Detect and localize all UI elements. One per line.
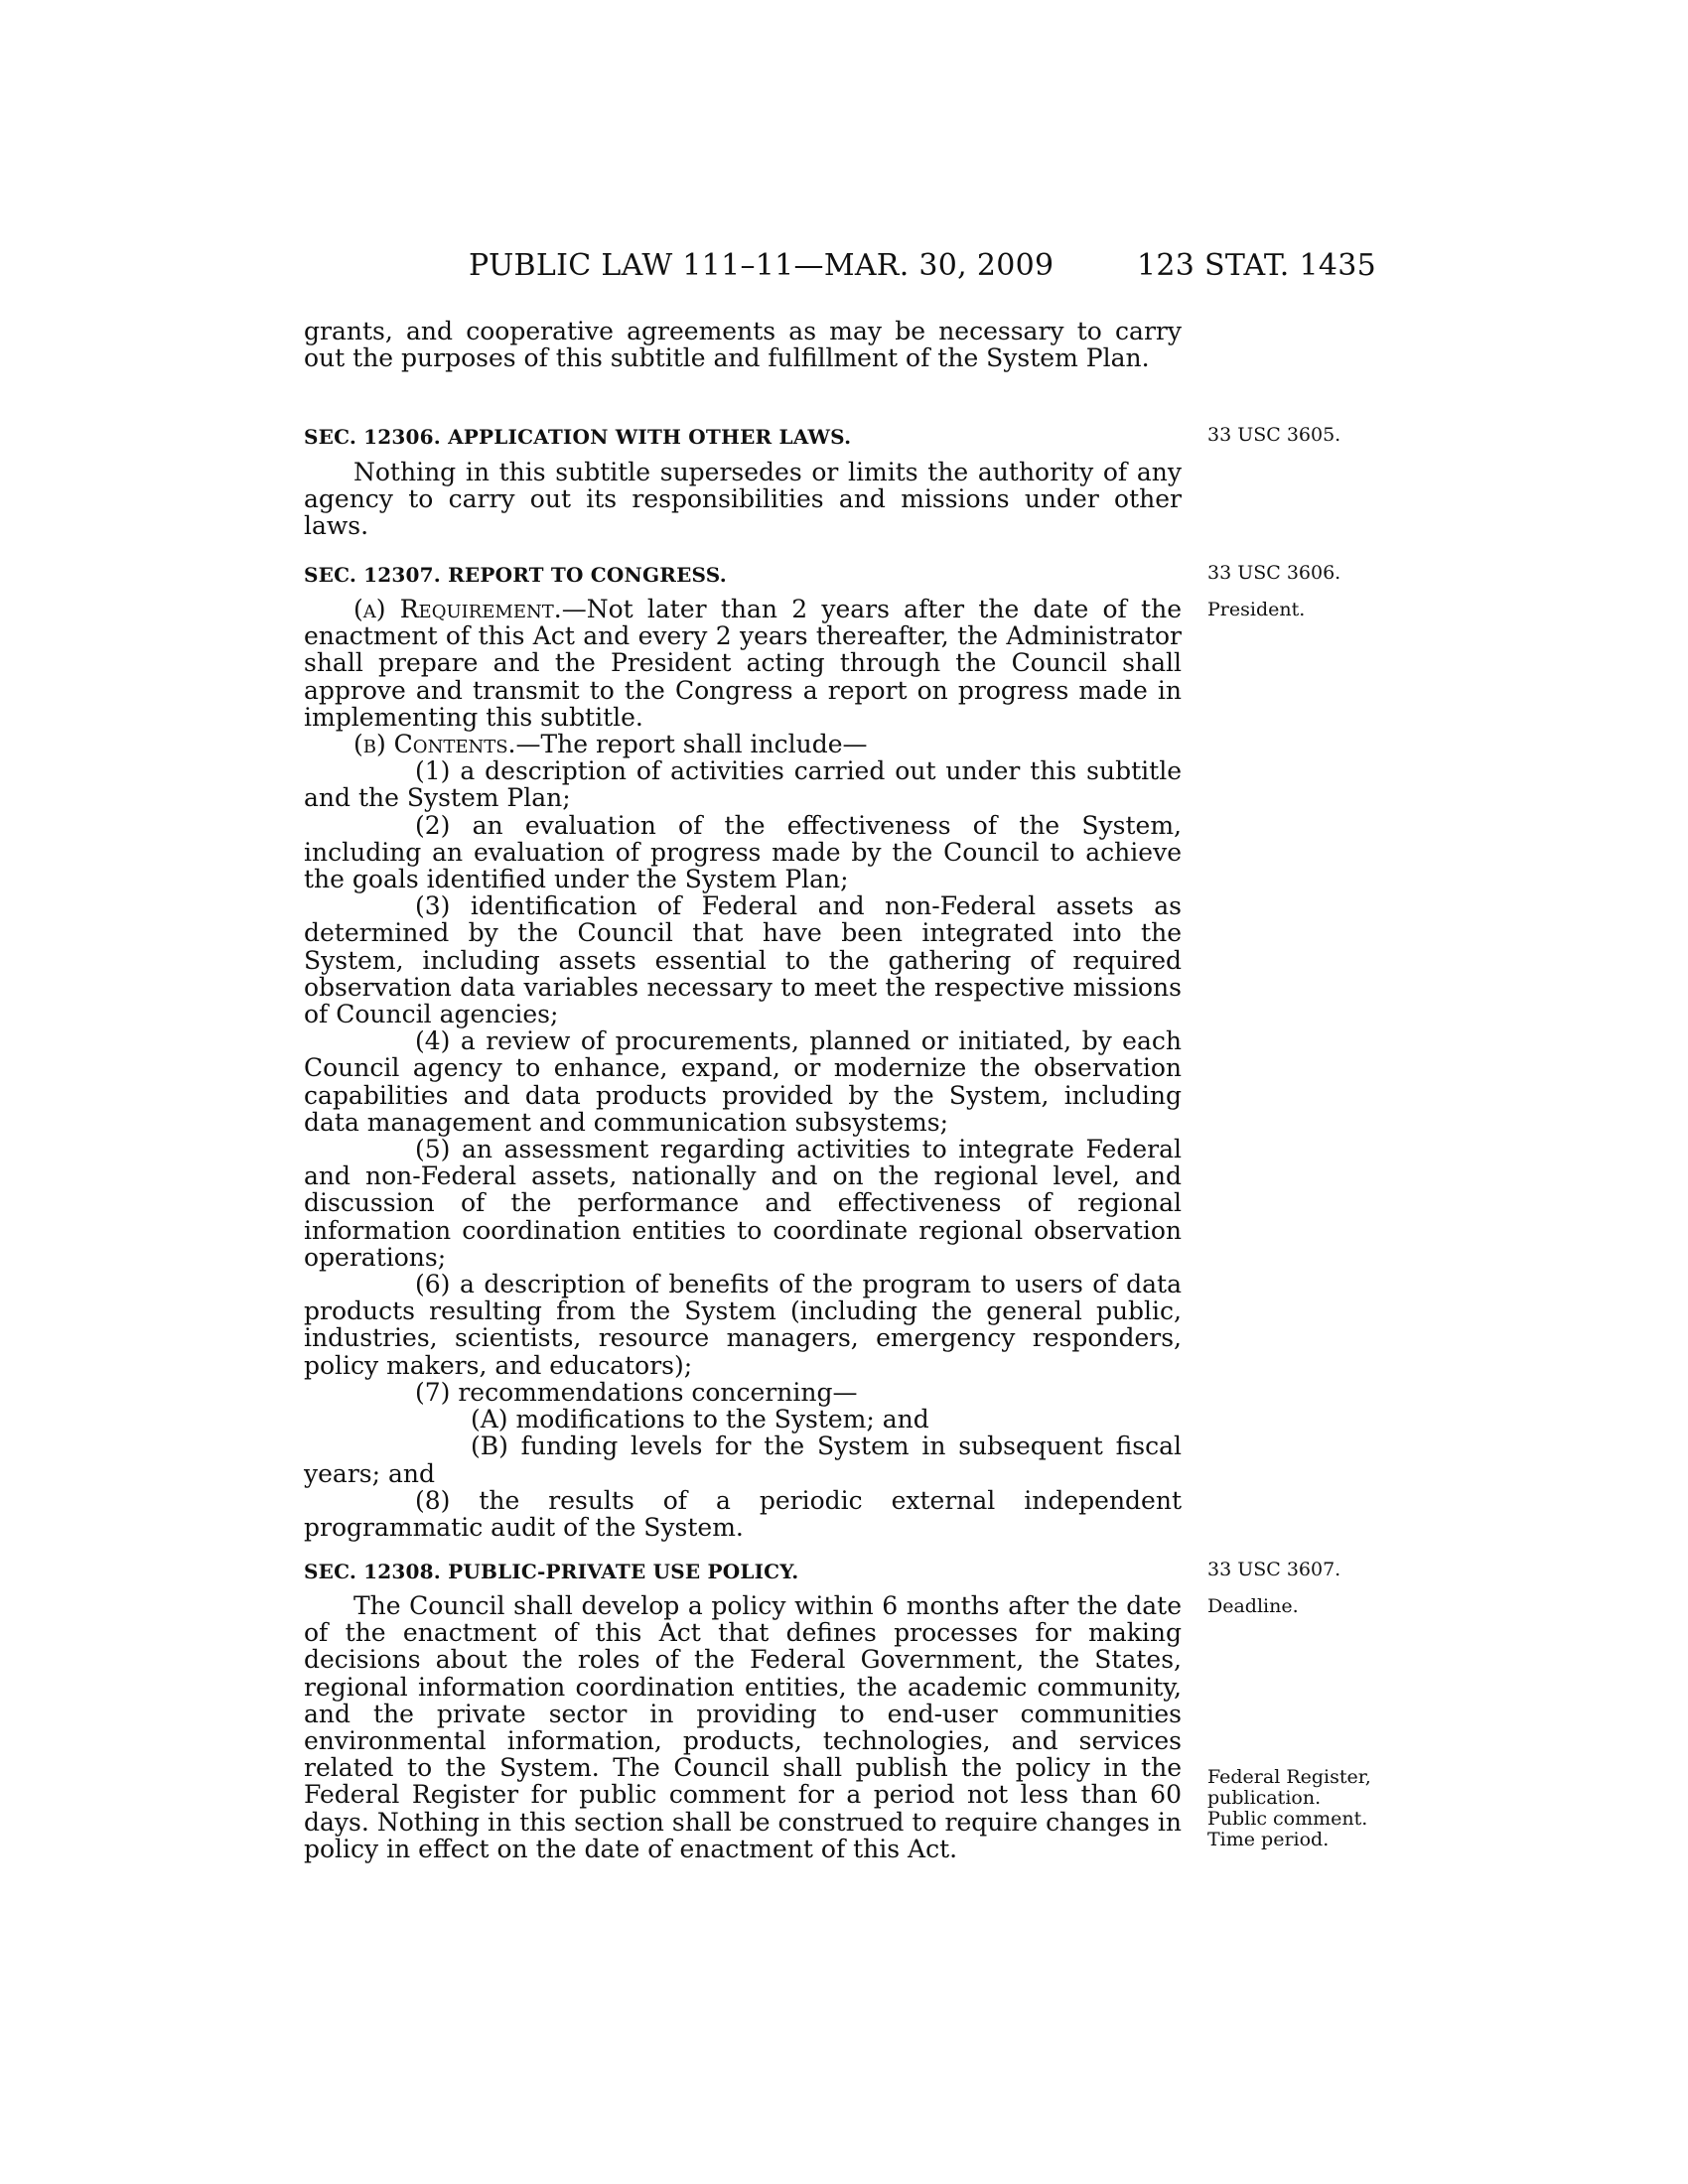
margin-note-line: Public comment. xyxy=(1207,1808,1368,1830)
margin-note-usc-3605: 33 USC 3605. xyxy=(1207,424,1341,446)
subsection-a-text: —Not later than 2 years after the date of the enactment of this Act and every 2 years thereafter, the Administrator shall prepare and the President acting through the Council shall approve and transmit to the Congress a report on progress made in implementing this subtitle. xyxy=(304,595,1182,732)
public-law-title: PUBLIC LAW 111–11—MAR. 30, 2009 xyxy=(469,248,1055,283)
page-header xyxy=(0,248,1688,298)
margin-note-line: publication. xyxy=(1207,1787,1322,1809)
section-12308-body xyxy=(304,1592,1182,1862)
margin-note-line: Time period. xyxy=(1207,1829,1330,1850)
section-12308 xyxy=(304,1559,1182,1585)
list-item: (7) recommendations concerning— xyxy=(415,1377,858,1407)
list-item: (2) an evaluation of the effectiveness of the System, including an evaluation of progress made by the Council to achieve the goals identified under the System Plan; xyxy=(304,810,1182,894)
intro-paragraph-block xyxy=(304,318,1182,371)
section-12307-heading: SEC. 12307. REPORT TO CONGRESS. xyxy=(304,563,727,587)
sub-list-item: (A) modifications to the System; and xyxy=(471,1405,929,1434)
list-item: (8) the results of a periodic external independent programmatic audit of the System. xyxy=(304,1485,1182,1542)
section-12307 xyxy=(304,562,1182,589)
list-item: (3) identification of Federal and non-Federal assets as determined by the Council that have been integrated into the System, including assets essential to the gathering of required observation data variables necessary to meet the respective missions of Council agencies; xyxy=(304,891,1182,1029)
section-12306-body xyxy=(304,459,1182,540)
intro-paragraph: grants, and cooperative agreements as may be necessary to carry out the purposes of this subtitle and fulfillment of the System Plan. xyxy=(304,317,1182,373)
margin-note-federal-register xyxy=(1207,1767,1406,1850)
list-item: (6) a description of benefits of the program to users of data products resulting from the System (including the general public, industries, scientists, resource managers, emergency responders, policy makers, and educators); xyxy=(304,1270,1182,1380)
list-item: (1) a description of activities carried out under this subtitle and the System Plan; xyxy=(304,756,1182,813)
margin-note-usc-3606: 33 USC 3606. xyxy=(1207,562,1341,584)
subsection-a xyxy=(304,596,1182,731)
margin-note-deadline: Deadline. xyxy=(1207,1595,1299,1617)
list-item: (4) a review of procurements, planned or initiated, by each Council agency to enhance, expand, or modernize the observation capabilities and data products provided by the System, including data management and communication subsystems; xyxy=(304,1026,1182,1137)
subsection-a-label: (a) Requirement. xyxy=(353,595,562,623)
subsection-b-label: (b) Contents. xyxy=(353,730,516,759)
section-12306 xyxy=(304,424,1182,451)
list-item: (5) an assessment regarding activities to integrate Federal and non-Federal assets, nationally and on the regional level, and discussion of the performance and effectiveness of regional information coordination entities to coordinate regional observation operations; xyxy=(304,1135,1182,1272)
subsection-b-text: —The report shall include— xyxy=(515,730,868,759)
margin-note-president: President. xyxy=(1207,599,1306,620)
section-12306-heading: SEC. 12306. APPLICATION WITH OTHER LAWS. xyxy=(304,425,852,449)
margin-note-usc-3607: 33 USC 3607. xyxy=(1207,1559,1341,1580)
sub-list-item: (B) funding levels for the System in subsequent fiscal years; and xyxy=(304,1432,1182,1488)
margin-note-line: Federal Register, xyxy=(1207,1766,1371,1788)
section-12308-text: The Council shall develop a policy within 6 months after the date of the enactment of this Act that defines processes for making decisions about the roles of the Federal Government, the States, regional information coordination entities, the academic community, and the private sector in providing to end-user communities environmental information, products, technologies, and services related to the System. The Council shall publish the policy in the Federal Register for public comment for a period not less than 60 days. Nothing in this section shall be construed to require changes in policy in effect on the date of enactment of this Act. xyxy=(304,1591,1182,1863)
statute-page-number: 123 STAT. 1435 xyxy=(1137,248,1376,283)
section-12306-text: Nothing in this subtitle supersedes or limits the authority of any agency to carry out its responsibilities and missions under other laws. xyxy=(304,458,1182,541)
section-12307-body xyxy=(304,596,1182,1541)
subsection-b xyxy=(304,731,1182,757)
section-12308-heading: SEC. 12308. PUBLIC-PRIVATE USE POLICY. xyxy=(304,1560,799,1583)
